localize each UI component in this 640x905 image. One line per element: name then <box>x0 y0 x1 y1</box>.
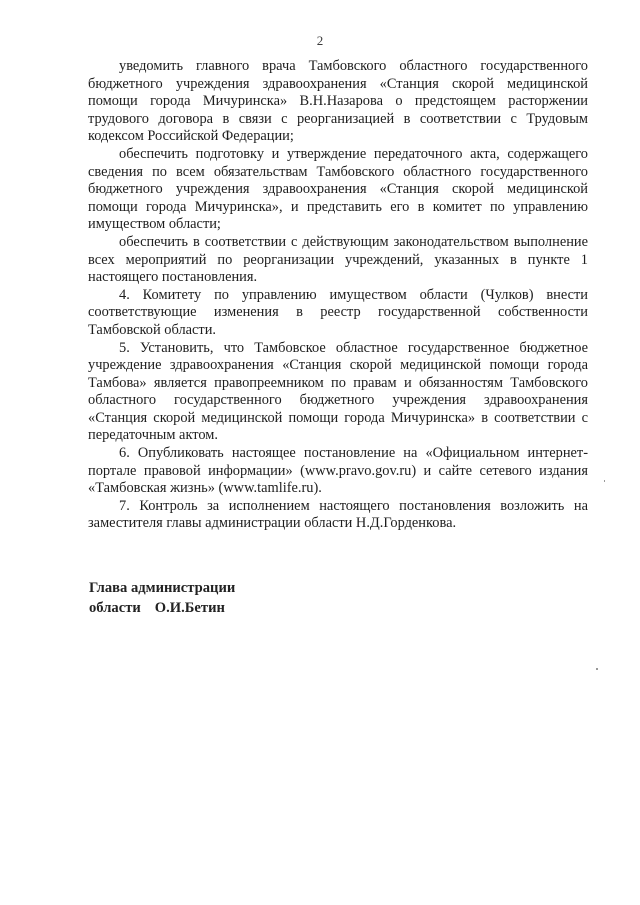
paragraph-item-4: 4. Комитету по управлению имуществом области (Чулков) внести соответствующие изменения в реестр государственной собственности Тамбовской области. <box>88 286 588 338</box>
signature-block <box>89 578 235 618</box>
paragraph-reorganization-measures: обеспечить в соответствии с действующим законодательством выполнение всех мероприятий по реорганизации учреждений, указанных в пункте 1 настоящего постановления. <box>88 233 588 286</box>
signature-region: области <box>89 600 141 616</box>
paragraph-transfer-act: обеспечить подготовку и утверждение передаточного акта, содержащего сведения по всем обязательствам Тамбовского областного государственного бюджетного учреждения здравоохранения «Станция скорой медицинской помощи города Мичуринска», и представить его в комитет по управлению имуществом области; <box>88 145 588 233</box>
signatory-name: О.И.Бетин <box>154 600 225 616</box>
paragraph-item-5: 5. Установить, что Тамбовское областное государственное бюджетное учреждение здравоохранения «Станция скорой медицинской помощи города Тамбова» является правопреемником по правам и обязанностям Тамбовского областного государственного бюджетного учреждения здравоохранения «Станция скорой медицинской помощи города Мичуринска» в соответствии с передаточным актом. <box>88 339 588 444</box>
signature-line <box>89 598 235 618</box>
paragraph-notify-chief-doctor: уведомить главного врача Тамбовского областного государственного бюджетного учреждения здравоохранения «Станция скорой медицинской помощи города Мичуринска» В.Н.Назарова о предстоящем расторжении трудового договора в связи с реорганизацией в соответствии с Трудовым кодексом Российской Федерации; <box>88 58 588 145</box>
scan-speck <box>596 668 598 670</box>
paragraph-item-6: 6. Опубликовать настоящее постановление на «Официальном интернет-портале правовой информации» (www.pravo.gov.ru) и сайте сетевого издания «Тамбовская жизнь» (www.tamlife.ru). <box>88 445 588 497</box>
paragraph-item-7: 7. Контроль за исполнением настоящего постановления возложить на заместителя главы администрации области Н.Д.Горденкова. <box>88 497 588 532</box>
signature-title: Глава администрации <box>89 580 236 596</box>
document-body <box>88 58 588 533</box>
page-number: 2 <box>316 33 324 48</box>
scan-speck <box>604 480 605 482</box>
